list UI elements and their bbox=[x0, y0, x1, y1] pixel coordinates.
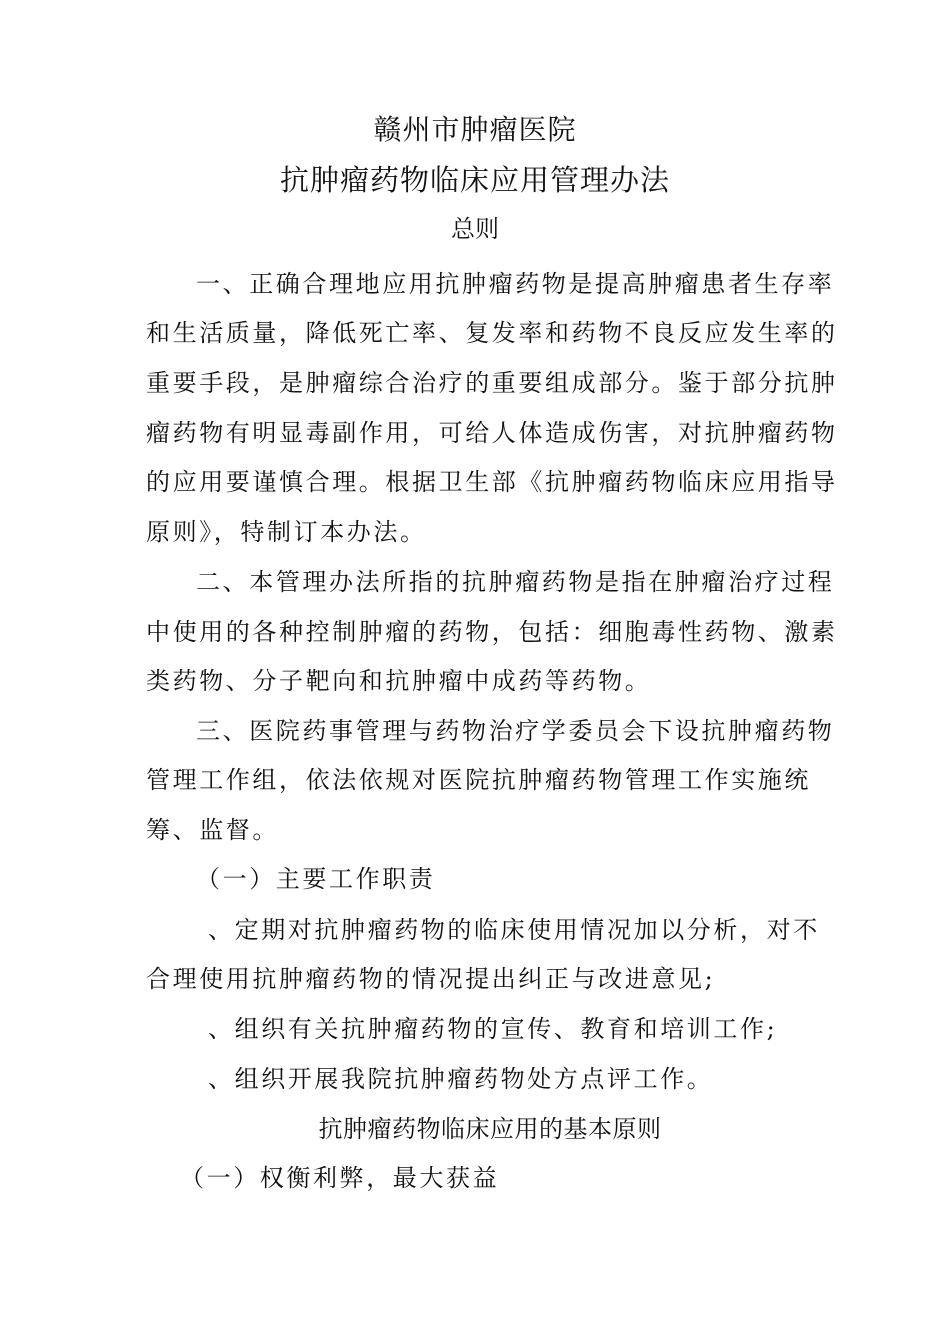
duty-item3: 、组织开展我院抗肿瘤药物处方点评工作。 bbox=[208, 1065, 714, 1093]
section-general: 总则 bbox=[451, 215, 499, 243]
article2-line-2: 中使用的各种控制肿瘤的药物，包括：细胞毒性药物、激素 bbox=[146, 618, 838, 646]
article1-line-6: 原则》，特制订本办法。 bbox=[146, 518, 427, 546]
article1-line-3: 重要手段，是肿瘤综合治疗的重要组成部分。鉴于部分抗肿 bbox=[146, 369, 838, 397]
article2-line-3: 类药物、分子靶向和抗肿瘤中成药等药物。 bbox=[146, 667, 652, 695]
duty-item1-line-1: 、定期对抗肿瘤药物的临床使用情况加以分析，对不 bbox=[208, 916, 820, 944]
document-title: 抗肿瘤药物临床应用管理办法 bbox=[279, 163, 670, 197]
article3-line-2: 管理工作组，依法依规对医院抗肿瘤药物管理工作实施统 bbox=[146, 766, 811, 794]
article1-line-2: 和生活质量，降低死亡率、复发率和药物不良反应发生率的 bbox=[146, 319, 838, 347]
article3-line-3: 筹、监督。 bbox=[146, 816, 279, 844]
article1-line-5: 的应用要谨慎合理。根据卫生部《抗肿瘤药物临床应用指导 bbox=[146, 468, 838, 496]
duty-item1-line-2: 合理使用抗肿瘤药物的情况提出纠正与改进意见; bbox=[146, 965, 716, 993]
article1-line-1: 一、正确合理地应用抗肿瘤药物是提高肿瘤患者生存率 bbox=[196, 270, 835, 298]
principles-sub1: （一）权衡利弊，最大获益 bbox=[180, 1164, 500, 1192]
hospital-name: 赣州市肿瘤医院 bbox=[373, 113, 577, 146]
principles-heading: 抗肿瘤药物临床应用的基本原则 bbox=[318, 1115, 662, 1143]
duty-item2: 、组织有关抗肿瘤药物的宣传、教育和培训工作; bbox=[208, 1015, 778, 1043]
article1-line-4: 瘤药物有明显毒副作用，可给人体造成伤害，对抗肿瘤药物 bbox=[146, 419, 838, 447]
article2-line-1: 二、本管理办法所指的抗肿瘤药物是指在肿瘤治疗过程 bbox=[196, 568, 835, 596]
duties-heading: （一）主要工作职责 bbox=[196, 865, 436, 893]
article3-line-1: 三、医院药事管理与药物治疗学委员会下设抗肿瘤药物 bbox=[196, 717, 835, 745]
